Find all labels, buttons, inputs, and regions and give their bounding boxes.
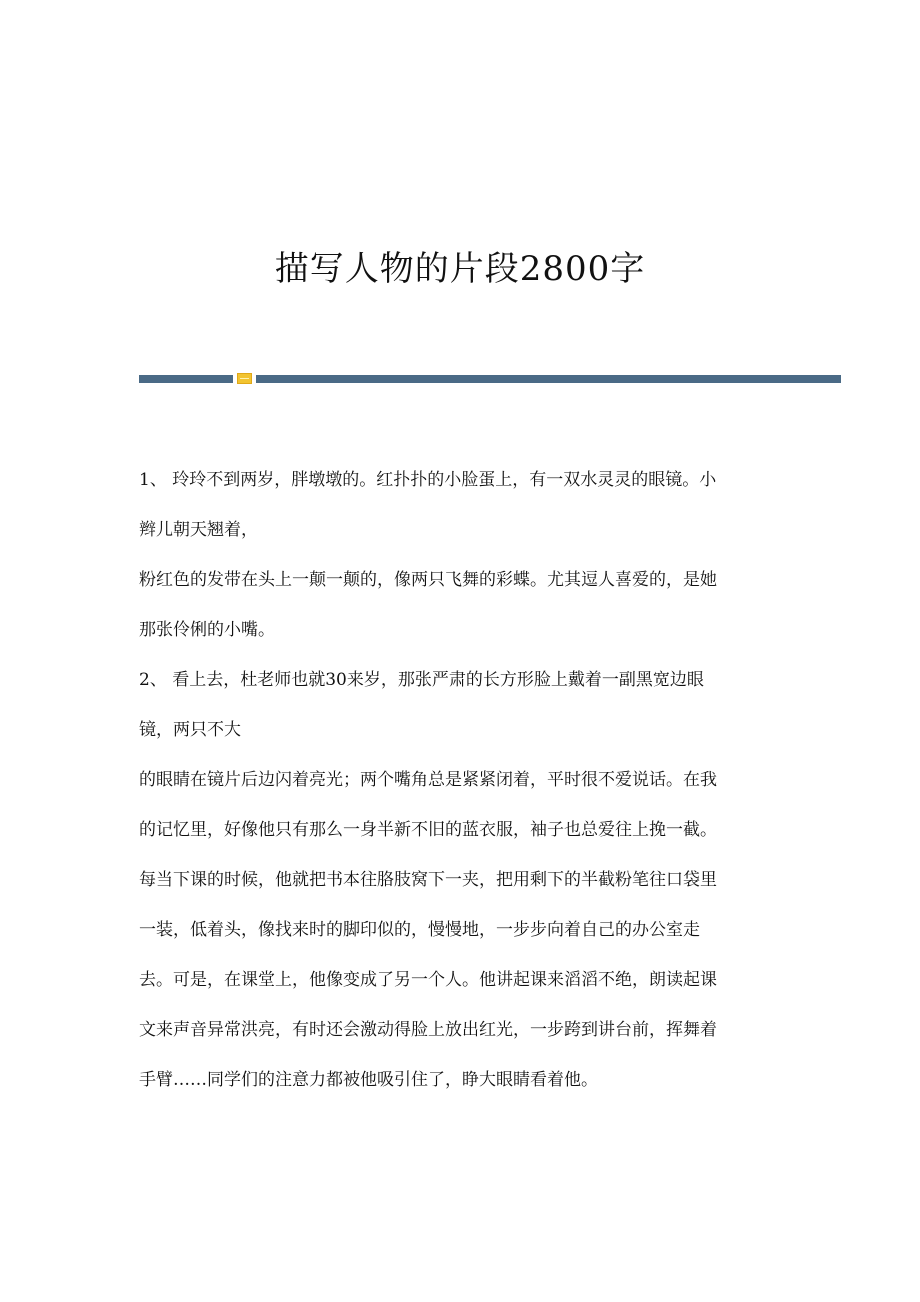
text-line: 文来声音异常洪亮，有时还会激动得脸上放出红光，一步跨到讲台前，挥舞着	[139, 1020, 717, 1040]
text-line: 一装，低着头，像找来时的脚印似的，慢慢地，一步步向着自己的办公室走	[139, 920, 700, 940]
text-line: 辫儿朝天翘着，	[139, 520, 258, 540]
text-line: 去。可是，在课堂上，他像变成了另一个人。他讲起课来滔滔不绝，朗读起课	[139, 970, 717, 990]
text-line: 2、 看上去，杜老师也就30来岁，那张严肃的长方形脸上戴着一副黑宽边眼	[139, 670, 704, 690]
document-body	[139, 468, 779, 1118]
text-line: 的记忆里，好像他只有那么一身半新不旧的蓝衣服，袖子也总爱往上挽一截。	[139, 820, 717, 840]
text-line: 手臂……同学们的注意力都被他吸引住了，睁大眼睛看着他。	[139, 1070, 598, 1090]
paragraph	[139, 768, 779, 1093]
text-line: 那张伶俐的小嘴。	[139, 620, 275, 640]
document-title: 描写人物的片段2800字	[274, 248, 646, 289]
envelope-ornament-icon	[237, 373, 252, 384]
paragraph	[139, 568, 779, 643]
paragraph	[139, 468, 779, 543]
text-line: 镜，两只不大	[139, 720, 241, 740]
text-line: 的眼睛在镜片后边闪着亮光；两个嘴角总是紧紧闭着，平时很不爱说话。在我	[139, 770, 717, 790]
title-divider	[139, 375, 841, 383]
divider-bar-right	[256, 375, 841, 383]
text-line: 粉红色的发带在头上一颠一颠的，像两只飞舞的彩蝶。尤其逗人喜爱的，是她	[139, 570, 717, 590]
text-line: 1、 玲玲不到两岁，胖墩墩的。红扑扑的小脸蛋上，有一双水灵灵的眼镜。小	[139, 470, 717, 490]
paragraph	[139, 668, 779, 743]
divider-bar-left	[139, 375, 233, 383]
text-line: 每当下课的时候，他就把书本往胳肢窝下一夹，把用剩下的半截粉笔往口袋里	[139, 870, 717, 890]
